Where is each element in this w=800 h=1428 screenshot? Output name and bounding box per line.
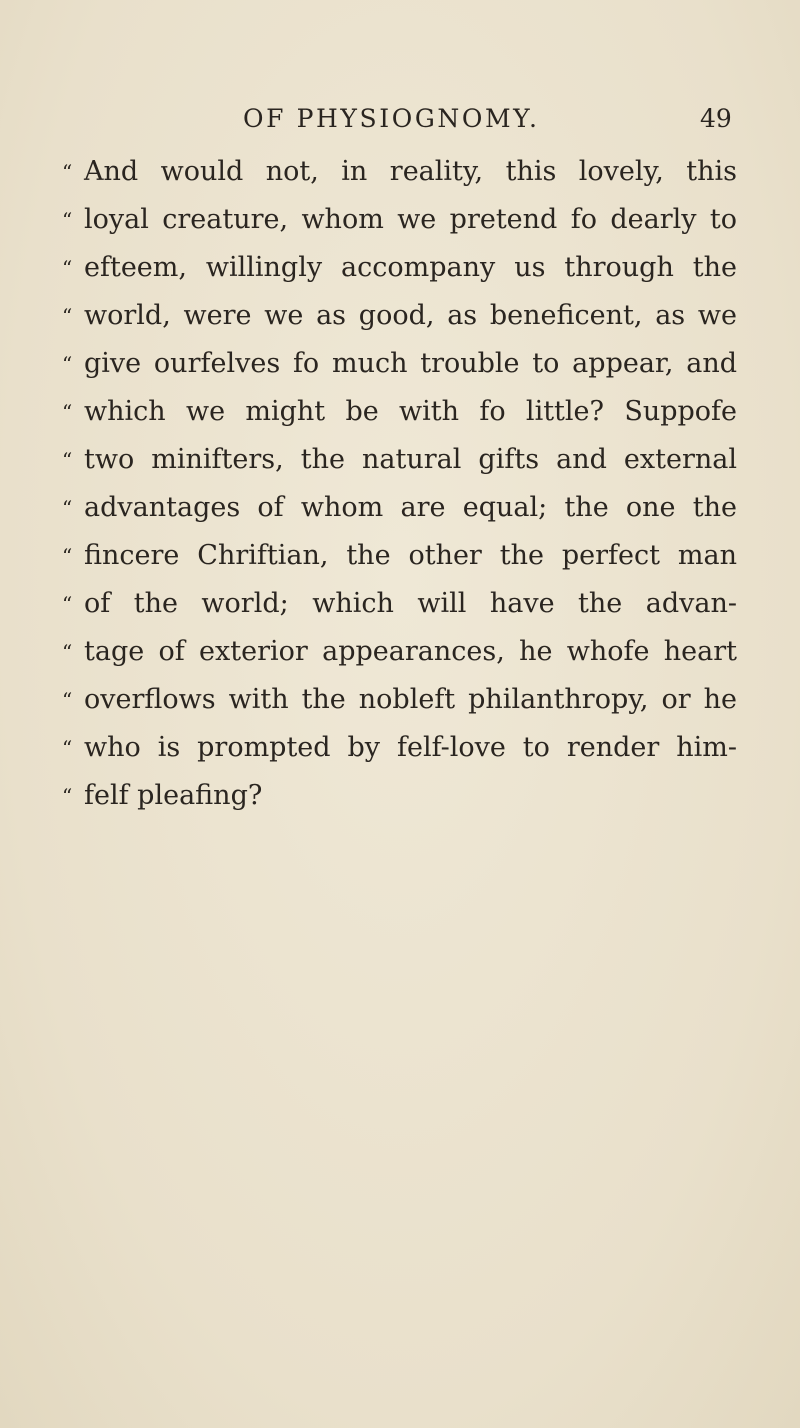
text-line: “ felf pleafing? xyxy=(0,776,800,816)
quote-mark: “ xyxy=(62,688,73,712)
text-line: “ advantages of whom are equal; the one the xyxy=(0,488,800,528)
quote-mark: “ xyxy=(62,448,73,472)
text-line: “ efteem, willingly accompany us through the xyxy=(0,248,800,288)
text-line: “ which we might be with fo little? Suppofe xyxy=(0,392,800,432)
quote-mark: “ xyxy=(62,256,73,280)
quote-mark: “ xyxy=(62,304,73,328)
quote-mark: “ xyxy=(62,400,73,424)
quote-mark: “ xyxy=(62,784,73,808)
page-number: 49 xyxy=(700,104,732,133)
quote-mark: “ xyxy=(62,208,73,232)
text-line: “ And would not, in reality, this lovely, this xyxy=(0,152,800,192)
quote-mark: “ xyxy=(62,352,73,376)
text-line: “ who is prompted by felf-love to render him- xyxy=(0,728,800,768)
quote-mark: “ xyxy=(62,160,73,184)
text-line: “ of the world; which will have the advan- xyxy=(0,584,800,624)
quote-mark: “ xyxy=(62,544,73,568)
running-title: OF PHYSIOGNOMY. xyxy=(243,104,540,133)
text-line: “ fincere Chriftian, the other the perfect man xyxy=(0,536,800,576)
text-line: “ loyal creature, whom we pretend fo dearly to xyxy=(0,200,800,240)
quote-mark: “ xyxy=(62,640,73,664)
text-line: “ overflows with the nobleft philanthropy, or he xyxy=(0,680,800,720)
text-line: “ two minifters, the natural gifts and external xyxy=(0,440,800,480)
text-line: “ give ourfelves fo much trouble to appear, and xyxy=(0,344,800,384)
running-head xyxy=(0,104,800,140)
quote-mark: “ xyxy=(62,592,73,616)
text-line: “ world, were we as good, as beneficent, as we xyxy=(0,296,800,336)
quote-mark: “ xyxy=(62,496,73,520)
text-line: “ tage of exterior appearances, he whofe heart xyxy=(0,632,800,672)
quote-mark: “ xyxy=(62,736,73,760)
